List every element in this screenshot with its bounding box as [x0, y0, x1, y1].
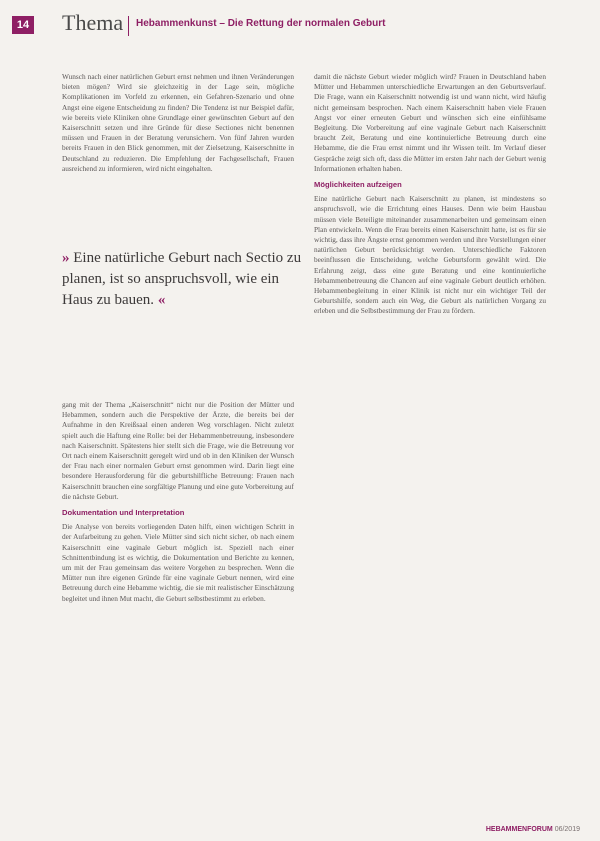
- pull-quote-text: Eine natürliche Geburt nach Sectio zu planen, ist so anspruchsvoll, wie ein Haus zu bauen.: [62, 250, 302, 308]
- footer-issue: 06/2019: [554, 826, 580, 833]
- header-divider: [128, 16, 129, 36]
- article-subtitle: Hebammenkunst – Die Rettung der normalen Geburt: [136, 18, 386, 29]
- subhead-documentation: Dokumentation und Interpretation: [62, 508, 185, 518]
- paragraph-right-options: Eine natürliche Geburt nach Kaiserschnitt zu planen, ist mindestens so anspruchsvoll, wie die Errichtung eines Hauses. Denn wie beim Hausbau müssen viele Beteiligte miteinander zusammenarbeiten und gemeinsam einen Plan entwickeln. Wenn die Frau bereits einen Kaiserschnitt hatte, ist es für sie wichtig, dass ihre Ängste ernst genommen werden und ihre Vorstellungen einer natürlichen Geburt berücksichtigt werden. Unterschiedliche Faktoren beeinflussen die Entscheidung, welche Geburtsform gewählt wird. Die Erfahrung zeigt, dass eine gute Beratung und eine kontinuierliche Hebammenbetreuung die Chancen auf eine vaginale Geburt deutlich erhöhen. Hebammenbegleitung in einer Klinik ist nicht nur ein wichtiger Teil der Geburtshilfe, sondern auch ein Weg, die Geburt als natürlichen Vorgang zu erleben und die Selbstbestimmung der Frau zu fördern.: [314, 194, 546, 316]
- section-title: Thema: [62, 10, 124, 35]
- paragraph-left-doc: Die Analyse von bereits vorliegenden Daten hilft, einen wichtigen Schritt in der Aufarbeitung zu gehen. Viele Mütter sind sich nicht sicher, ob nach einem Kaiserschnitt eine vaginale Geburt möglich ist. Speziell nach einer Schnittentbindung ist es wichtig, die Dokumentation und Berichte zu kennen, um mit der Frau gemeinsam das weitere Vorgehen zu besprechen. Wenn die Mütter nun ihre eigenen Gründe für eine vaginale Geburt nennen, wird eine Betreuung durch eine Hebamme wichtig, die sie mit realistischer Einschätzung begleitet und ihnen Mut macht, die Geburt selbstbestimmt zu erleben.: [62, 522, 294, 603]
- paragraph-left-top: Wunsch nach einer natürlichen Geburt ernst nehmen und ihnen Veränderungen bieten mögen? Wird sie gleichzeitig in der Lage sein, mögliche Komplikationen im Vorfeld zu erkennen, ein Gefahren-Szenario und ohne Angst eine eigene Entscheidung zu finden? Die Tendenz ist nur Beispiel dafür, wie bereits viele Kliniken ohne Grundlage einer gewünschten Geburt auf den Kaiserschnitt setzen und ihre Gründe für diese Sectiones nicht benennen müssen und Frauen in der Beratung verunsichern. Von fünf Jahren wurden bereits Frauen in den Blick genommen, mit der Zielsetzung, Kaiserschnitte in Deutschland zu reduzieren. Die Empfehlung der Fachgesellschaft, Frauen ausreichend zu informieren, wird nicht eingehalten.: [62, 72, 294, 173]
- footer: [486, 826, 580, 833]
- pull-quote: [62, 248, 302, 311]
- subhead-options: Möglichkeiten aufzeigen: [314, 180, 402, 190]
- quote-open-mark: »: [62, 250, 70, 266]
- left-column-lower: [62, 400, 294, 610]
- left-column: [62, 72, 294, 180]
- paragraph-left-bottom: gang mit der Thema „Kaiserschnitt“ nicht nur die Position der Mütter und Hebammen, sondern auch die Perspektive der Ärzte, die bereits bei der Aufnahme in den Kreißsaal einen anderen Weg vorschlagen. Nicht zuletzt spielt auch die Haftung eine Rolle: bei der Hebammenbetreuung, insbesondere nach Kaiserschnitt. Spätestens hier stellt sich die Frage, wie die Betreuung vor Ort nach einem Kaiserschnitt geregelt wird und ob in den Kliniken der Wunsch der Frau nach einer normalen Geburt ernst genommen wird. Darin liegt eine besondere Herausforderung für die geburtshilfliche Betreuung: Frauen nach Kaiserschnitt brauchen eine sorgfältige Planung und eine gute Vorbereitung auf die nächste Geburt.: [62, 400, 294, 501]
- right-column: [314, 72, 546, 323]
- paragraph-right-top: damit die nächste Geburt wieder möglich wird? Frauen in Deutschland haben Mütter und Hebammen unterschiedliche Erwartungen an den Geburtsverlauf. Die Frage, wann ein Kaiserschnitt notwendig ist und wann nicht, wird häufig nicht gemeinsam besprochen. Nach einem Kaiserschnitt haben viele Frauen Angst vor einer erneuten Geburt und wünschen sich eine einfühlsame Begleitung. Die Vorbereitung auf eine vaginale Geburt nach Kaiserschnitt braucht Zeit, Beratung und eine kontinuierliche Betreuung durch eine Hebamme, die die Frau ernst nimmt und ihr Wissen teilt. Im Verlauf dieser Gespräche zeigt sich oft, dass die Mütter im ersten Jahr nach der Geburt wenig Informationen erhalten haben.: [314, 72, 546, 173]
- quote-close-mark: «: [157, 292, 166, 308]
- footer-brand: HEBAMMENFORUM: [485, 826, 553, 833]
- page-number: 14: [12, 16, 34, 34]
